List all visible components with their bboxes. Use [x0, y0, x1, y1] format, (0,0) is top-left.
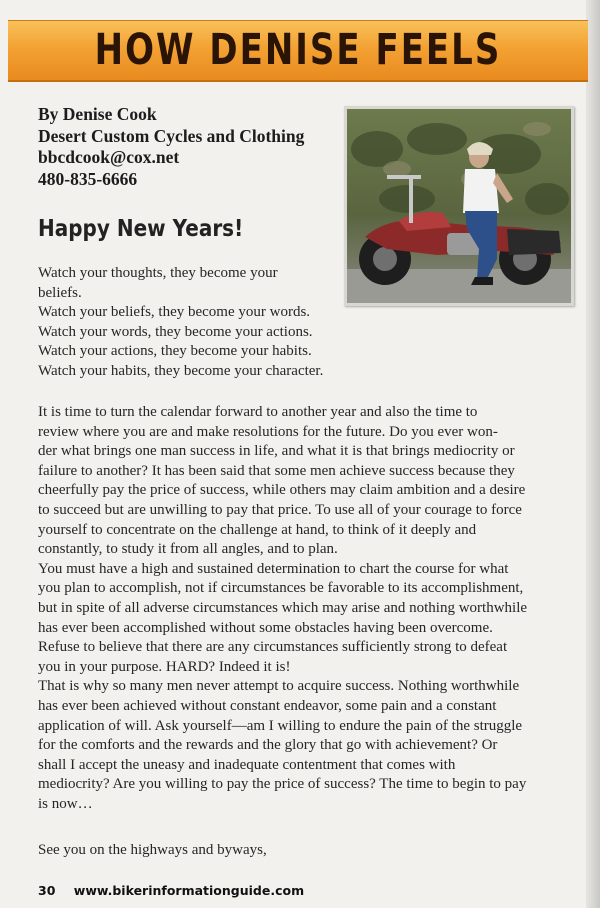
- signoff: See you on the highways and byways,: [38, 842, 267, 858]
- body-line: but in spite of all adverse circumstances which may arise and nothing worthwhile: [38, 599, 528, 616]
- author-phone: 480-835-6666: [38, 168, 138, 189]
- body-line: application of will. Ask yourself—am I willing to endure the pain of the struggle: [38, 717, 523, 734]
- page-title: HOW DENISE FEELS: [94, 25, 502, 75]
- body-line: shall I accept the uneasy and inadequate contentment that comes with: [38, 756, 456, 773]
- quote-line: beliefs.: [38, 284, 82, 301]
- page-footer: [38, 883, 304, 898]
- page-number: 30: [38, 883, 56, 898]
- quote-line: Watch your habits, they become your character.: [38, 362, 324, 379]
- byline: [38, 104, 304, 190]
- website-url: www.bikerinformationguide.com: [73, 883, 305, 898]
- quote-line: Watch your thoughts, they become your: [38, 265, 278, 281]
- header-banner: [8, 20, 588, 82]
- body-line: cheerfully pay the price of success, while others may claim ambition and a desire: [38, 482, 526, 499]
- body-line: you in your purpose. HARD? Indeed it is!: [38, 658, 291, 675]
- body-line: That is why so many men never attempt to acquire success. Nothing worthwhile: [38, 678, 520, 695]
- body-line: review where you are and make resolutions for the future. Do you ever won-: [38, 423, 498, 440]
- author-email: bbcdcook@cox.net: [38, 147, 180, 167]
- body-line: yourself to concentrate on the challenge at hand, to think of it deeply and: [38, 521, 477, 538]
- body-line: You must have a high and sustained determination to chart the course for what: [38, 560, 509, 577]
- body-line: is now…: [38, 795, 93, 812]
- author-name: By Denise Cook: [38, 104, 157, 124]
- body-line: Refuse to believe that there are any circumstances sufficiently strong to defeat: [38, 639, 508, 656]
- body-line: has ever been accomplished without some obstacles having been overcome.: [38, 619, 493, 636]
- quote-line: Watch your beliefs, they become your words.: [38, 304, 311, 321]
- body-line: for the comforts and the rewards and the glory that go with achievement? Or: [38, 737, 498, 754]
- body-line: you plan to accomplish, not if circumstances be favorable to its accomplishment,: [38, 580, 524, 597]
- page-edge: [586, 0, 600, 908]
- quote-block: [38, 264, 348, 382]
- body-line: mediocrity? Are you willing to pay the price of success? The time to begin to pay: [38, 776, 527, 793]
- section-heading: Happy New Years!: [38, 214, 244, 242]
- body-line: failure to another? It has been said that some men achieve success because they: [38, 462, 515, 479]
- body-line: to succeed but are unwilling to pay that price. To use all of your courage to force: [38, 501, 522, 518]
- motorcycle-rider-photo: [344, 106, 574, 306]
- quote-line: Watch your actions, they become your habits.: [38, 343, 312, 360]
- body-line: It is time to turn the calendar forward to another year and also the time to: [38, 404, 478, 420]
- article-body: [38, 403, 570, 814]
- quote-line: Watch your words, they become your actions.: [38, 323, 313, 340]
- body-line: der what brings one man success in life, and what it is that brings mediocrity or: [38, 443, 515, 460]
- company-name: Desert Custom Cycles and Clothing: [38, 125, 305, 146]
- body-line: constantly, to study it from all angles, and to plan.: [38, 541, 338, 558]
- body-line: has ever been achieved without constant endeavor, some pain and a constant: [38, 697, 497, 714]
